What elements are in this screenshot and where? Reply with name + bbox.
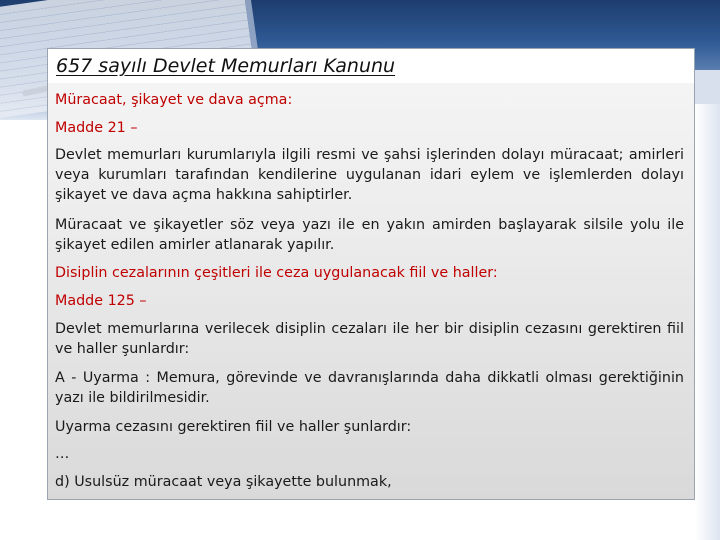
section1-paragraph-1: Devlet memurları kurumlarıyla ilgili resmi ve şahsi işlerinden dolayı müracaat; amirleri veya kurumları tarafından kendilerine uygulanan idari eylem ve işlemlerden dolayı şikayet ve dava açma hakkına sahiptirler. — [55, 147, 684, 203]
right-strip-top — [695, 70, 720, 104]
slide-title: 657 sayılı Devlet Memurları Kanunu — [56, 55, 396, 77]
section2-paragraph-2: A - Uyarma : Memura, görevinde ve davranışlarında daha dikkatli olması gerektiğinin yazı ile bildirilmesidir. — [55, 370, 684, 406]
section2-paragraph-1: Devlet memurlarına verilecek disiplin cezaları ile her bir disiplin cezasını gerektiren fiil ve haller şunlardır: — [55, 321, 684, 357]
section2-item-d: d) Usulsüz müracaat veya şikayette bulunmak, — [55, 474, 392, 490]
section1-heading: Müracaat, şikayet ve dava açma: — [55, 92, 293, 108]
section2-article: Madde 125 – — [55, 293, 147, 309]
section2-line-3: Uyarma cezasını gerektiren fiil ve haller şunlardır: — [55, 419, 412, 435]
section2-ellipsis: … — [55, 446, 70, 462]
section1-article: Madde 21 – — [55, 120, 138, 136]
section1-paragraph-2: Müracaat ve şikayetler söz veya yazı ile en yakın amirden başlayarak silsile yolu ile şikayet edilen amirler atlanarak yapılır. — [55, 217, 684, 253]
right-decorative-strip — [695, 70, 720, 540]
section2-heading: Disiplin cezalarının çeşitleri ile ceza uygulanacak fiil ve haller: — [55, 265, 498, 281]
